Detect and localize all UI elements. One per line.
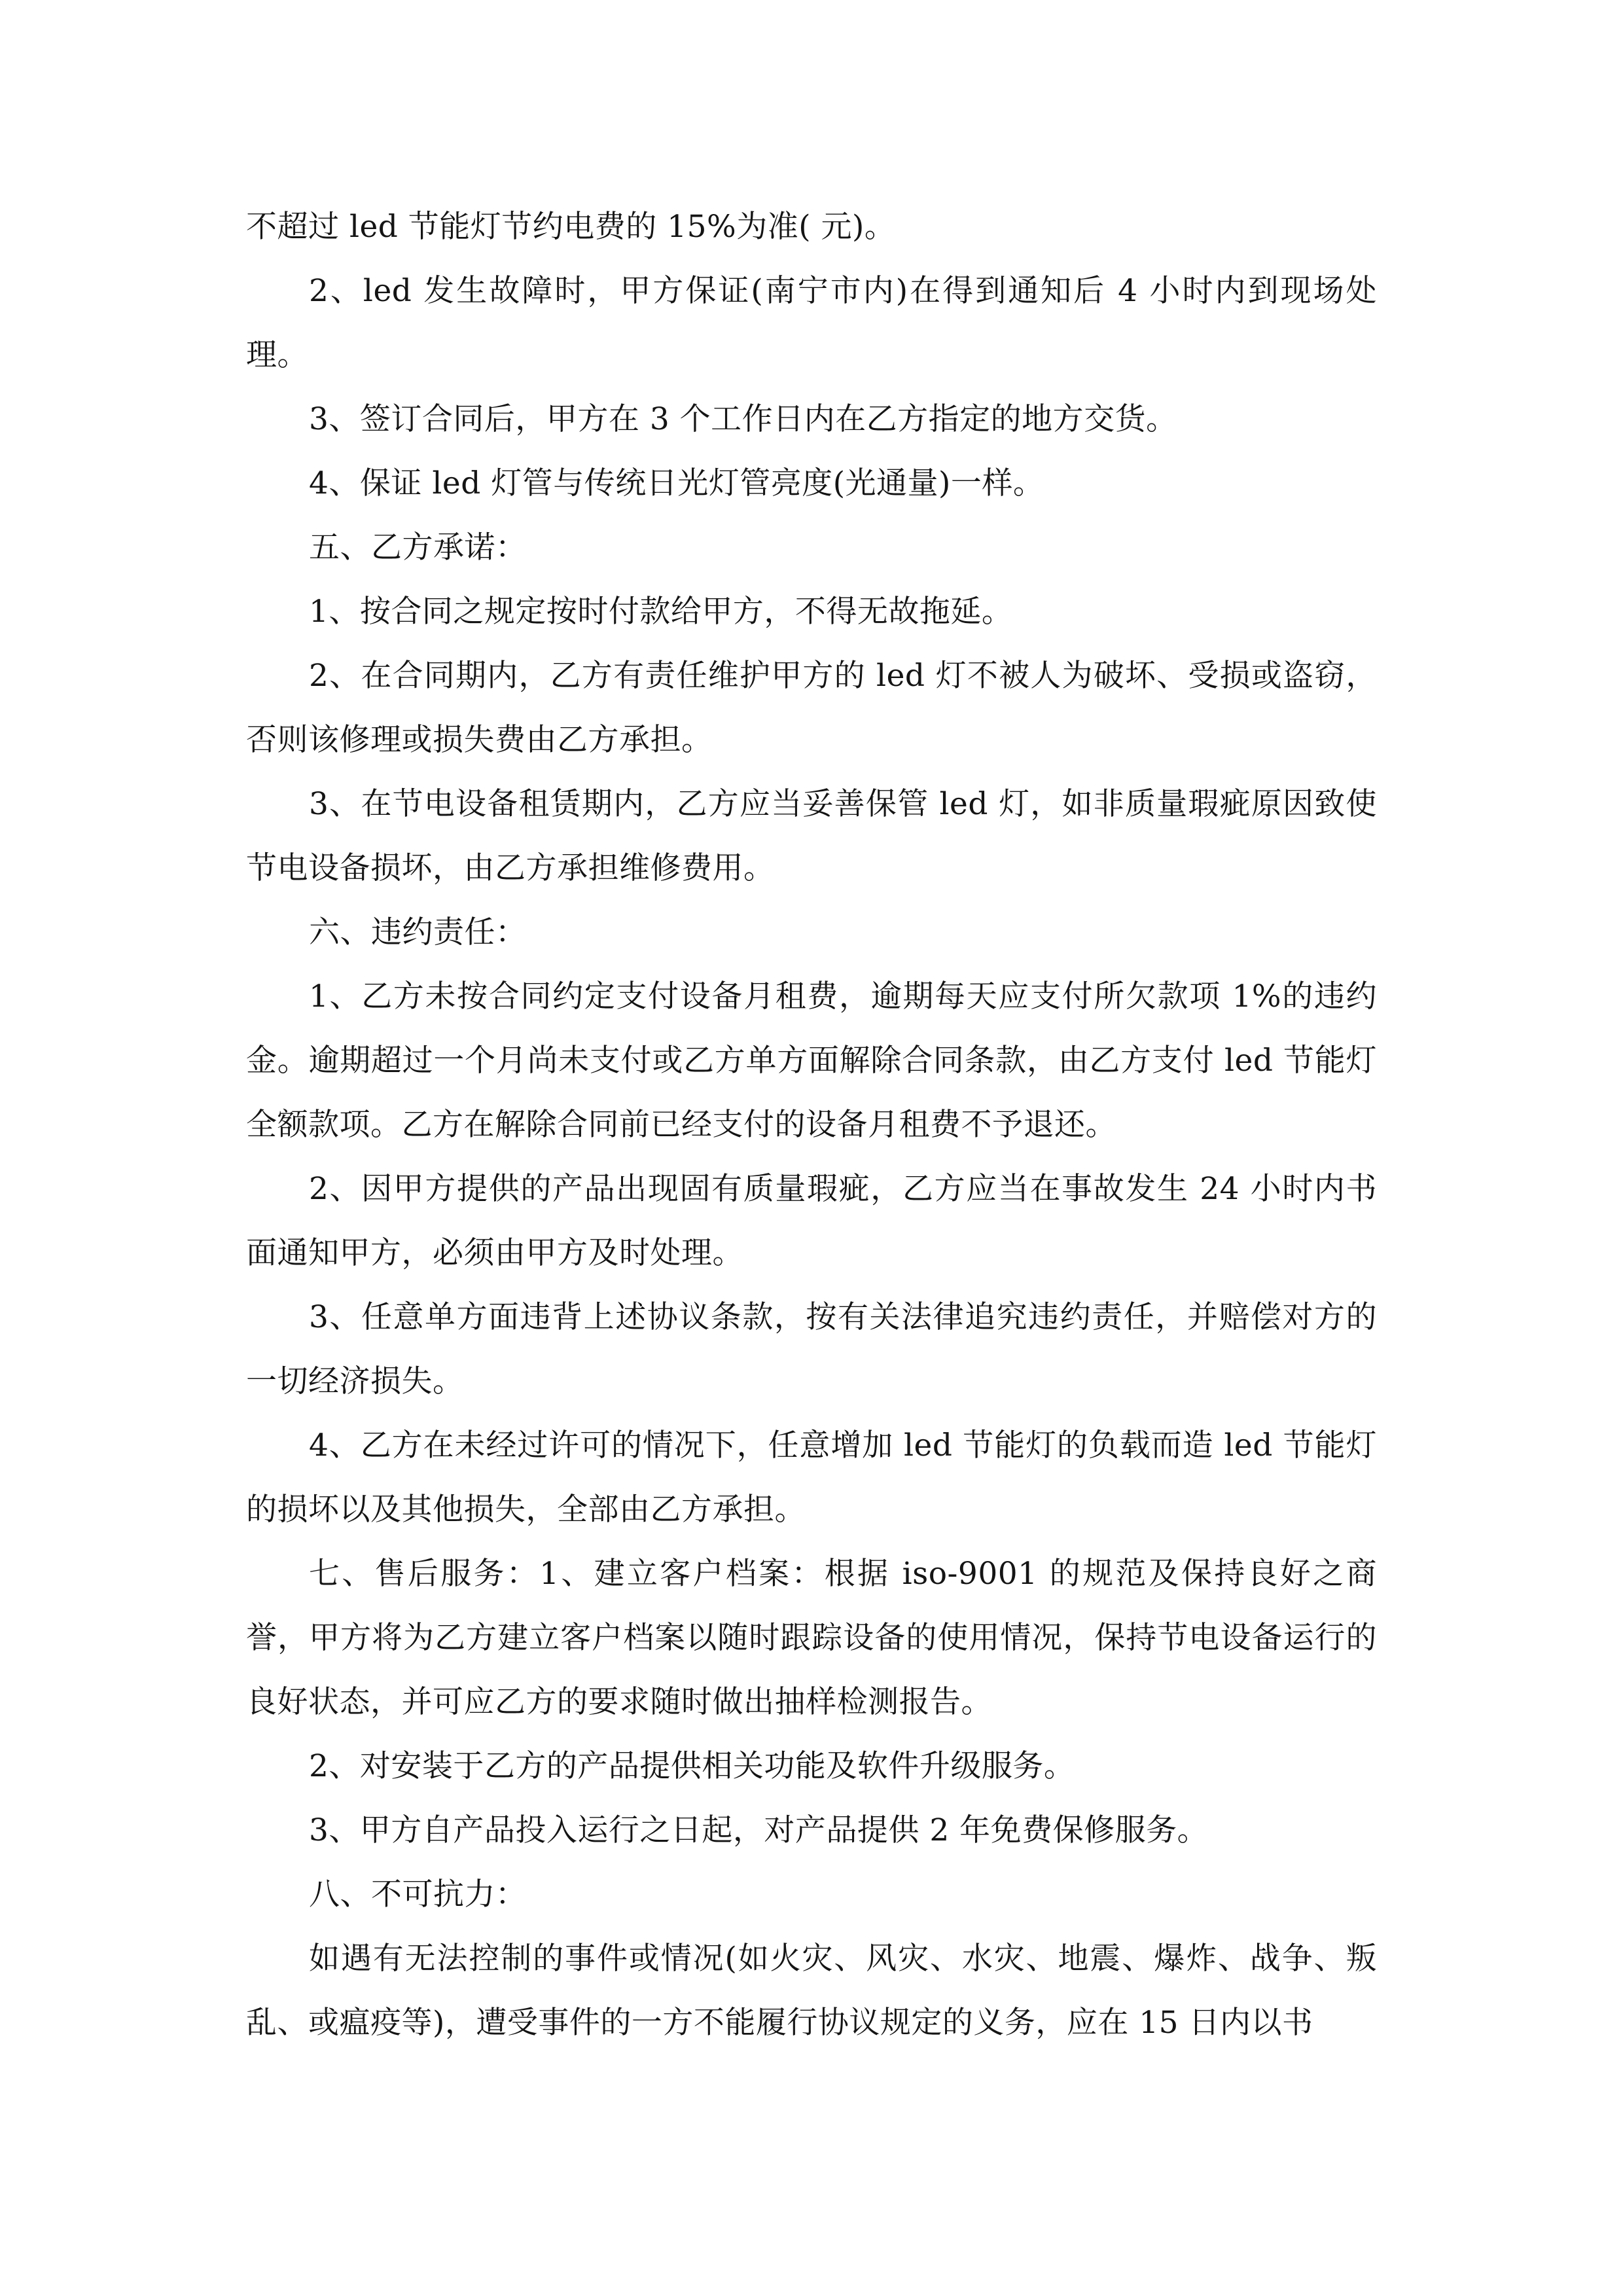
paragraph: 3、在节电设备租赁期内，乙方应当妥善保管 led 灯，如非质量瑕疵原因致使节电设备损坏，由乙方承担维修费用。 (246, 786, 1377, 886)
paragraph: 4、乙方在未经过许可的情况下，任意增加 led 节能灯的负载而造 led 节能灯的损坏以及其他损失，全部由乙方承担。 (246, 1427, 1377, 1528)
section-heading: 六、违约责任： (309, 914, 527, 950)
section-heading: 五、乙方承诺： (309, 529, 527, 565)
paragraph: 3、签订合同后，甲方在 3 个工作日内在乙方指定的地方交货。 (309, 401, 1177, 437)
paragraph: 2、因甲方提供的产品出现固有质量瑕疵，乙方应当在事故发生 24 小时内书面通知甲方，必须由甲方及时处理。 (246, 1171, 1377, 1271)
paragraph: 2、led 发生故障时，甲方保证(南宁市内)在得到通知后 4 小时内到现场处理。 (246, 273, 1377, 373)
paragraph: 1、按合同之规定按时付款给甲方，不得无故拖延。 (309, 594, 1013, 630)
paragraph: 1、乙方未按合同约定支付设备月租费，逾期每天应支付所欠款项 1%的违约金。逾期超过一个月尚未支付或乙方单方面解除合同条款，由乙方支付 led 节能灯全额款项。乙方在解除合同前已经支付的设备月租费不予退还。 (246, 978, 1377, 1143)
paragraph: 七、售后服务：1、建立客户档案：根据 iso-9001 的规范及保持良好之商誉，甲方将为乙方建立客户档案以随时跟踪设备的使用情况，保持节电设备运行的良好状态，并可应乙方的要求随时做出抽样检测报告。 (246, 1556, 1377, 1720)
paragraph: 3、任意单方面违背上述协议条款，按有关法律追究违约责任，并赔偿对方的一切经济损失。 (246, 1299, 1377, 1399)
paragraph: 3、甲方自产品投入运行之日起，对产品提供 2 年免费保修服务。 (309, 1812, 1209, 1848)
paragraph: 4、保证 led 灯管与传统日光灯管亮度(光通量)一样。 (309, 465, 1044, 501)
paragraph: 不超过 led 节能灯节约电费的 15%为准( 元)。 (246, 209, 896, 245)
paragraph: 2、对安装于乙方的产品提供相关功能及软件升级服务。 (309, 1748, 1075, 1784)
paragraph: 如遇有无法控制的事件或情况(如火灾、风灾、水灾、地震、爆炸、战争、叛乱、或瘟疫等)，遭受事件的一方不能履行协议规定的义务，应在 15 日内以书 (246, 1941, 1377, 2041)
section-heading: 八、不可抗力： (309, 1876, 527, 1912)
contract-text (246, 195, 1377, 2055)
paragraph: 2、在合同期内，乙方有责任维护甲方的 led 灯不被人为破坏、受损或盗窃，否则该修理或损失费由乙方承担。 (246, 658, 1377, 758)
